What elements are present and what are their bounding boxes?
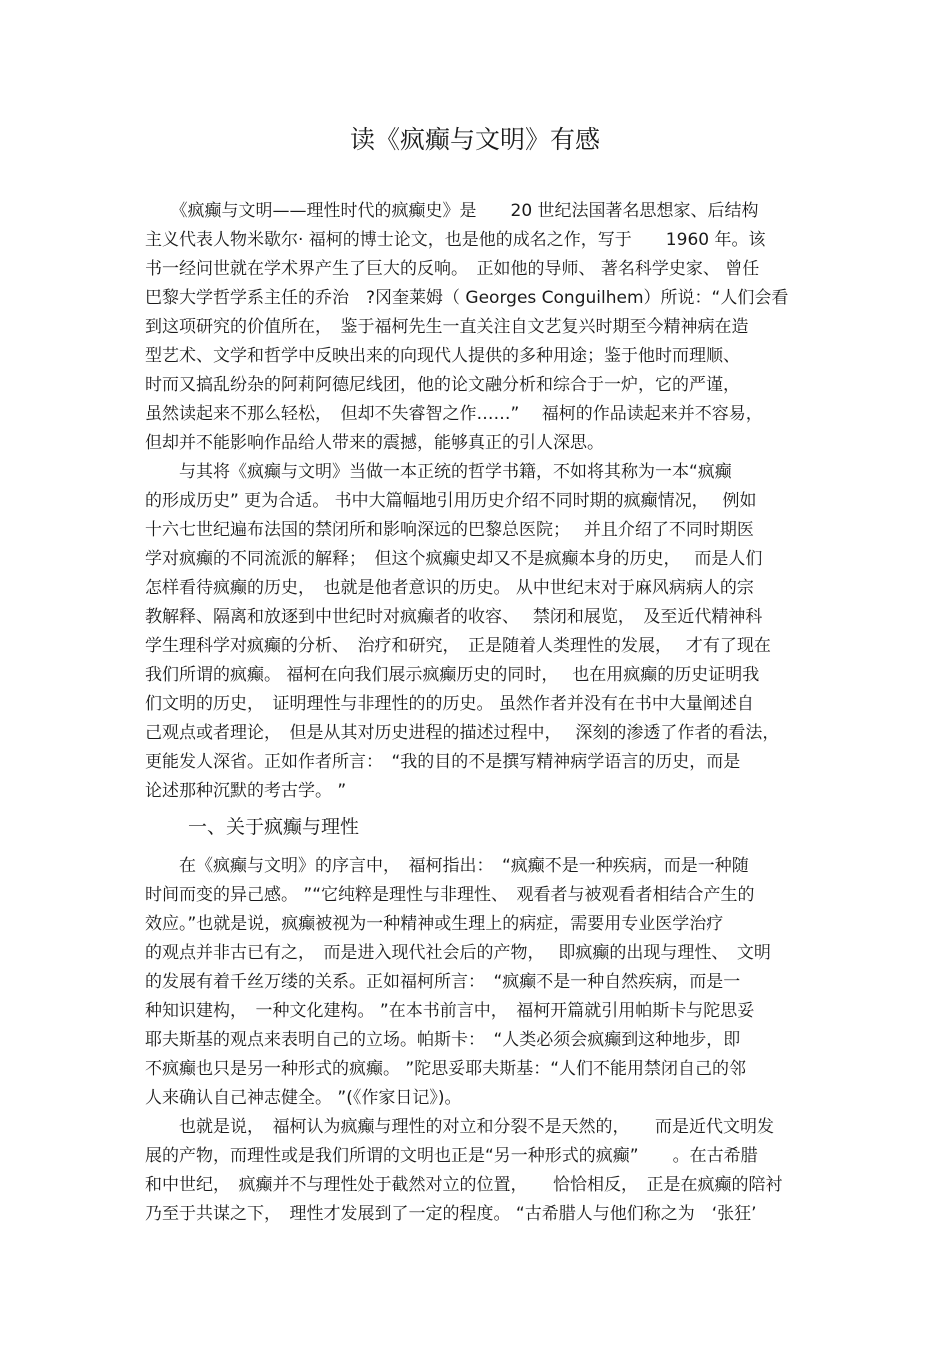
paragraph-3-line: 效应。”也就是说，疯癫被视为一种精神或生理上的病症，需要用专业医学治疗 (145, 914, 724, 934)
paragraph-2-line: 与其将《疯癫与文明》当做一本正统的哲学书籍，不如将其称为一本“疯癫 (145, 462, 732, 482)
paragraph-4-line: 乃至于共谋之下， 理性才发展到了一定的程度。 “古希腊人与他们称之为 ‘张狂’ (145, 1204, 757, 1224)
paragraph-1-line: 《疯癫与文明——理性时代的疯癫史》是 20 世纪法国著名思想家、后结构 (145, 201, 759, 221)
section-heading: 一、关于疯癫与理性 (188, 816, 360, 838)
paragraph-2-line: 己观点或者理论， 但是从其对历史进程的描述过程中， 深刻的渗透了作者的看法， (145, 723, 780, 743)
paragraph-3-line: 耶夫斯基的观点来表明自己的立场。帕斯卡： “人类必须会疯癫到这种地步，即 (145, 1030, 741, 1050)
paragraph-1-line: 时而又搞乱纷杂的阿莉阿德尼线团，他的论文融分析和综合于一炉，它的严谨， (145, 375, 740, 395)
paragraph-3-line: 种知识建构， 一种文化建构。 ”在本书前言中， 福柯开篇就引用帕斯卡与陀思妥 (145, 1001, 755, 1021)
paragraph-3-line: 在《疯癫与文明》的序言中， 福柯指出： “疯癫不是一种疾病，而是一种随 (145, 856, 749, 876)
paragraph-1-line: 但却并不能影响作品给人带来的震撼，能够真正的引人深思。 (145, 433, 604, 453)
paragraph-3-line: 时间而变的异己感。 ”“它纯粹是理性与非理性、 观看者与被观看者相结合产生的 (145, 885, 755, 905)
paragraph-4-line: 也就是说， 福柯认为疯癫与理性的对立和分裂不是天然的， 而是近代文明发 (145, 1117, 774, 1137)
paragraph-1-line: 到这项研究的价值所在， 鉴于福柯先生一直关注自文艺复兴时期至今精神病在造 (145, 317, 749, 337)
paragraph-2-line: 们文明的历史， 证明理性与非理性的的历史。 虽然作者并没有在书中大量阐述自 (145, 694, 754, 714)
paragraph-2-line: 更能发人深省。正如作者所言： “我的目的不是撰写精神病学语言的历史，而是 (145, 752, 741, 772)
paragraph-2-line: 学生理科学对疯癫的分析、 治疗和研究， 正是随着人类理性的发展， 才有了现在 (145, 636, 771, 656)
paragraph-2-line: 十六七世纪遍布法国的禁闭所和影响深远的巴黎总医院； 并且介绍了不同时期医 (145, 520, 754, 540)
paragraph-1-line: 主义代表人物米歇尔· 福柯的博士论文，也是他的成名之作，写于 1960 年。该 (145, 230, 766, 250)
paragraph-2-line: 我们所谓的疯癫。 福柯在向我们展示疯癫历史的同时， 也在用疯癫的历史证明我 (145, 665, 760, 685)
paragraph-1-line: 型艺术、文学和哲学中反映出来的向现代人提供的多种用途；鉴于他时而理顺、 (145, 346, 740, 366)
paragraph-2-line: 学对疯癫的不同流派的解释； 但这个疯癫史却又不是疯癫本身的历史， 而是人们 (145, 549, 763, 569)
paragraph-3-line: 的观点并非古已有之， 而是进入现代社会后的产物， 即疯癫的出现与理性、 文明 (145, 943, 771, 963)
paragraph-3-line: 不疯癫也只是另一种形式的疯癫。 ”陀思妥耶夫斯基：“人们不能用禁闭自己的邻 (145, 1059, 747, 1079)
paragraph-1-line: 书一经问世就在学术界产生了巨大的反响。 正如他的导师、 著名科学史家、 曾任 (145, 259, 760, 279)
paragraph-2-line: 论述那种沉默的考古学。 ” (145, 781, 347, 801)
paragraph-2-line: 怎样看待疯癫的历史， 也就是他者意识的历史。 从中世纪末对于麻风病病人的宗 (145, 578, 754, 598)
paragraph-3-line: 的发展有着千丝万缕的关系。正如福柯所言： “疯癫不是一种自然疾病，而是一 (145, 972, 741, 992)
document-title: 读《疯癫与文明》有感 (349, 125, 600, 154)
paragraph-1-line: 巴黎大学哲学系主任的乔治 ?冈奎莱姆（ Georges Conguilhem）所说：“人们会看 (145, 288, 789, 308)
paragraph-3-line: 人来确认自己神志健全。 ”(《作家日记》)。 (145, 1088, 462, 1108)
paragraph-2-line: 教解释、隔离和放逐到中世纪时对疯癫者的收容、 禁闭和展览， 及至近代精神科 (145, 607, 763, 627)
paragraph-2-line: 的形成历史” 更为合适。 书中大篇幅地引用历史介绍不同时期的疯癫情况， 例如 (145, 491, 757, 511)
paragraph-1-line: 虽然读起来不那么轻松， 但却不失睿智之作……” 福柯的作品读起来并不容易， (145, 404, 763, 424)
paragraph-4-line: 展的产物，而理性或是我们所谓的文明也正是“另一种形式的疯癫” 。在古希腊 (145, 1146, 758, 1166)
paragraph-4-line: 和中世纪， 疯癫并不与理性处于截然对立的位置， 恰恰相反， 正是在疯癫的陪衬 (145, 1175, 783, 1195)
